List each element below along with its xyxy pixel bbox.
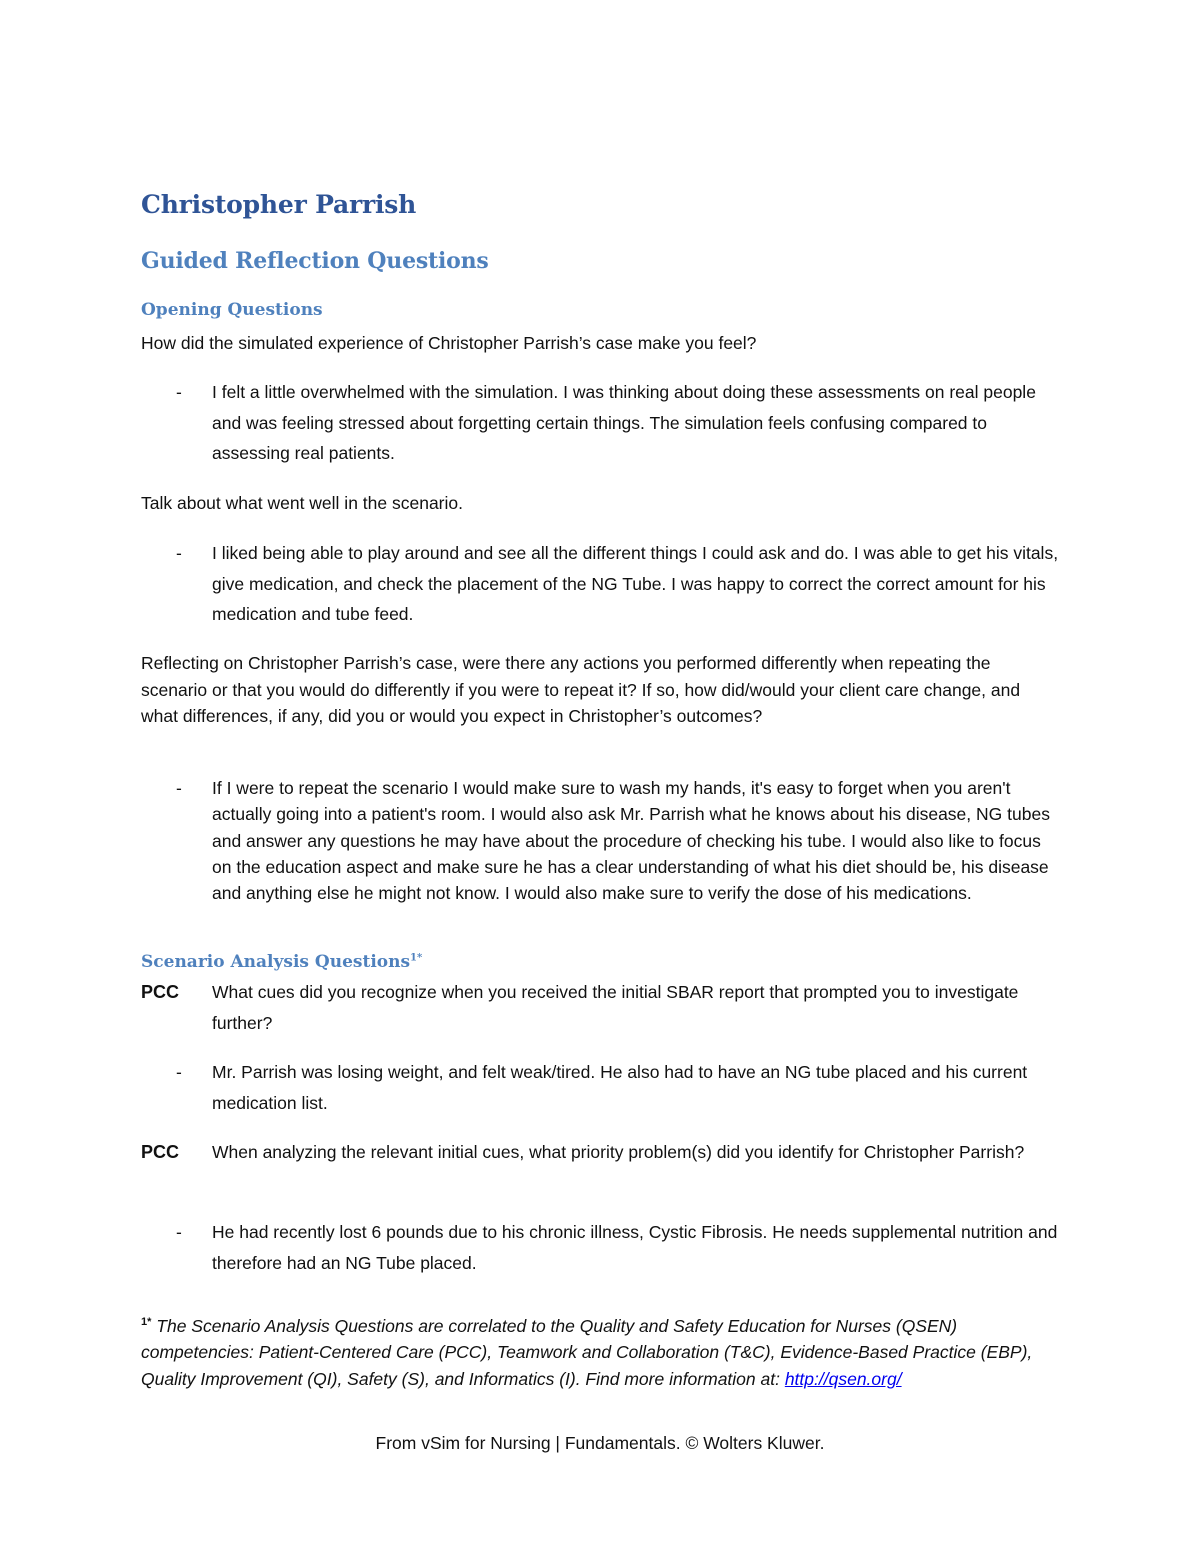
opening-question-3: Reflecting on Christopher Parrish’s case, were there any actions you performed differently when repeating the scenario or that you would do differently if you were to repeat it? If so, how did/would your client care change, and what differences, if any, did you or would you expect in Christopher’s outcomes? — [141, 653, 1021, 726]
answer-1-text: I felt a little overwhelmed with the simulation. I was thinking about doing these assessments on real people and was feeling stressed about forgetting certain things. The simulation feels confusing compared to assessing real patients. — [212, 382, 1036, 463]
document-subtitle: Guided Reflection Questions — [141, 248, 489, 274]
answer-2-text: I liked being able to play around and see all the different things I could ask and do. I was able to get his vitals, give medication, and check the placement of the NG Tube. I was happy to correct the correct amount for his medication and tube feed. — [212, 543, 1059, 624]
scenario-question-1-text: What cues did you recognize when you received the initial SBAR report that prompted you to investigate further? — [212, 982, 1019, 1033]
scenario-question-2-text: When analyzing the relevant initial cues, what priority problem(s) did you identify for Christopher Parrish? — [212, 1142, 1025, 1162]
opening-question-1: How did the simulated experience of Christopher Parrish’s case make you feel? — [141, 333, 757, 353]
footnote-marker: 1* — [141, 1316, 152, 1328]
scenario-analysis-heading-text: Scenario Analysis Questions — [141, 952, 411, 972]
qsen-link[interactable]: http://qsen.org/ — [784, 1368, 902, 1389]
opening-questions-heading: Opening Questions — [141, 300, 323, 320]
qsen-tag: PCC — [141, 1142, 180, 1162]
bullet-dash: - — [176, 778, 182, 798]
opening-question-2: Talk about what went well in the scenario. — [141, 493, 463, 513]
scenario-answer-1-text: Mr. Parrish was losing weight, and felt weak/tired. He also had to have an NG tube placed and his current medication list. — [212, 1062, 1028, 1113]
scenario-answer-2-text: He had recently lost 6 pounds due to his chronic illness, Cystic Fibrosis. He needs supplemental nutrition and therefore had an NG Tube placed. — [212, 1222, 1058, 1273]
document-title: Christopher Parrish — [141, 190, 417, 219]
bullet-dash: - — [176, 1222, 182, 1242]
bullet-dash: - — [176, 382, 182, 402]
footnote-reference: 1* — [410, 952, 423, 964]
answer-3-text: If I were to repeat the scenario I would make sure to wash my hands, it's easy to forget when you aren't actually going into a patient's room. I would also ask Mr. Parrish what he knows about his disease, NG tubes and answer any questions he may have about the procedure of checking his tube. I would also like to focus on the education aspect and make sure he has a clear understanding of what his diet should be, his disease and anything else he might not know. I would also make sure to verify the dose of his medications. — [212, 778, 1050, 904]
page-footer: From vSim for Nursing | Fundamentals. © Wolters Kluwer. — [375, 1433, 825, 1453]
bullet-dash: - — [176, 1062, 182, 1082]
footnote — [141, 1309, 1071, 1392]
footnote-text: The Scenario Analysis Questions are correlated to the Quality and Safety Education for Nurses (QSEN) competencies: Patient-Centered Care (PCC), Teamwork and Collaboration (T&C), Evidence-Based Practice (EBP), Quality Improvement (QI), Safety (S), and Informatics (I). Find more information at: — [141, 1315, 1033, 1389]
qsen-tag: PCC — [141, 982, 180, 1002]
bullet-dash: - — [176, 543, 182, 563]
scenario-analysis-heading — [141, 952, 422, 972]
